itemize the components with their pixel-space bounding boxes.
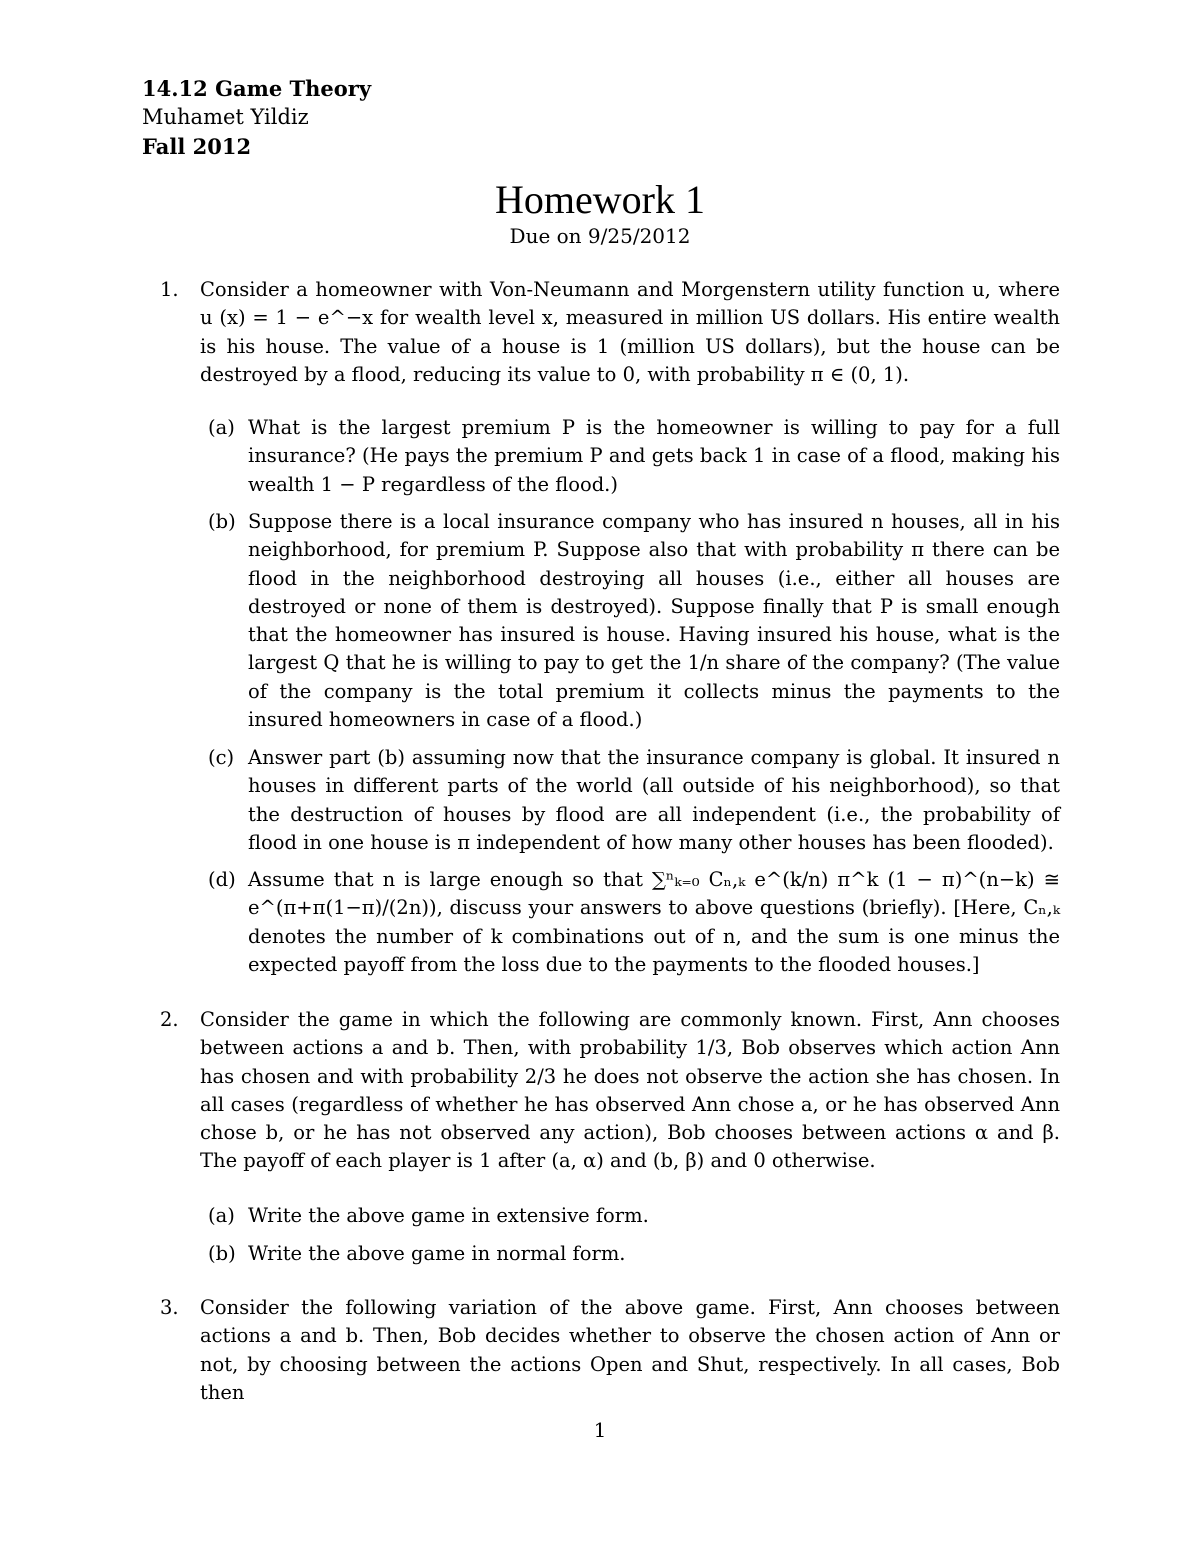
problem-1-part-b	[208, 508, 1060, 734]
problem-text: Consider a homeowner with Von-Neumann and Morgenstern utility function u, where u (x) = 1 − e^−x for wealth level x, measured in million US dollars. His entire wealth is his house. The value of a house is 1 (million US dollars), but the house can be destroyed by a flood, reducing its value to 0, with probability π ∈ (0, 1).	[200, 278, 1060, 386]
course-title: 14.12 Game Theory	[142, 76, 372, 101]
part-text: Suppose there is a local insurance company who has insured n houses, all in his neighborhood, for premium P. Suppose also that with probability π there can be flood in the neighborhood destroying all houses (i.e., either all houses are destroyed or none of them is destroyed). Suppose finally that P is small enough that the homeowner has insured is house. Having insured his house, what is the largest Q that he is willing to pay to get the 1/n share of the company? (The value of the company is the total premium it collects minus the payments to the insured homeowners in case of a flood.)	[248, 510, 1060, 732]
document-header	[142, 74, 371, 161]
problem-number: 2.	[160, 1008, 179, 1031]
problem-1	[160, 276, 1060, 389]
instructor-name: Muhamet Yildiz	[142, 105, 309, 129]
part-text: What is the largest premium P is the homeowner is willing to pay for a full insurance? (He pays the premium P and gets back 1 in case of a flood, making his wealth 1 − P regardless of the flood.)	[248, 416, 1060, 496]
problem-number: 3.	[160, 1296, 179, 1319]
page-number: 1	[593, 1418, 607, 1442]
part-label: (b)	[208, 510, 236, 533]
problem-text: Consider the game in which the following are commonly known. First, Ann chooses between actions a and b. Then, with probability 1/3, Bob observes which action Ann has chosen and with probability 2/3 he does not observe the action she has chosen. In all cases (regardless of whether he has observed Ann chose a, or he has observed Ann chose b, or he has not observed any action), Bob chooses between actions α and β. The payoff of each player is 1 after (a, α) and (b, β) and 0 otherwise.	[200, 1008, 1060, 1173]
problem-2-part-a	[208, 1202, 1060, 1230]
part-text: Write the above game in normal form.	[248, 1242, 626, 1265]
due-date: Due on 9/25/2012	[509, 224, 691, 248]
problem-1-part-a	[208, 414, 1060, 499]
part-text: Answer part (b) assuming now that the insurance company is global. It insured n houses in different parts of the world (all outside of his neighborhood), so that the destruction of houses by flood are all independent (i.e., the probability of flood in one house is π independent of how many other houses has been flooded).	[248, 746, 1060, 854]
problem-1-part-c	[208, 744, 1060, 857]
part-label: (d)	[208, 868, 236, 891]
problem-2-part-b	[208, 1240, 1060, 1268]
problem-1-part-d	[208, 866, 1060, 979]
part-label: (b)	[208, 1242, 236, 1265]
part-text: Assume that n is large enough so that ∑ⁿₖ₌₀ Cₙ,ₖ e^(k/n) π^k (1 − π)^(n−k) ≅ e^(π+π(1−π)/(2n)), discuss your answers to above questions (briefly). [Here, Cₙ,ₖ denotes the number of k combinations out of n, and the sum is one minus the expected payoff from the loss due to the payments to the flooded houses.]	[248, 868, 1060, 976]
part-label: (c)	[208, 746, 235, 769]
part-text: Write the above game in extensive form.	[248, 1204, 649, 1227]
part-label: (a)	[208, 1204, 235, 1227]
page-title: Homework 1	[495, 177, 705, 222]
problem-2	[160, 1006, 1060, 1176]
problem-text: Consider the following variation of the above game. First, Ann chooses between actions a and b. Then, Bob decides whether to observe the chosen action of Ann or not, by choosing between the actions Open and Shut, respectively. In all cases, Bob then	[200, 1296, 1060, 1404]
problem-number: 1.	[160, 278, 179, 301]
term: Fall 2012	[142, 134, 252, 159]
problem-3	[160, 1294, 1060, 1407]
part-label: (a)	[208, 416, 235, 439]
